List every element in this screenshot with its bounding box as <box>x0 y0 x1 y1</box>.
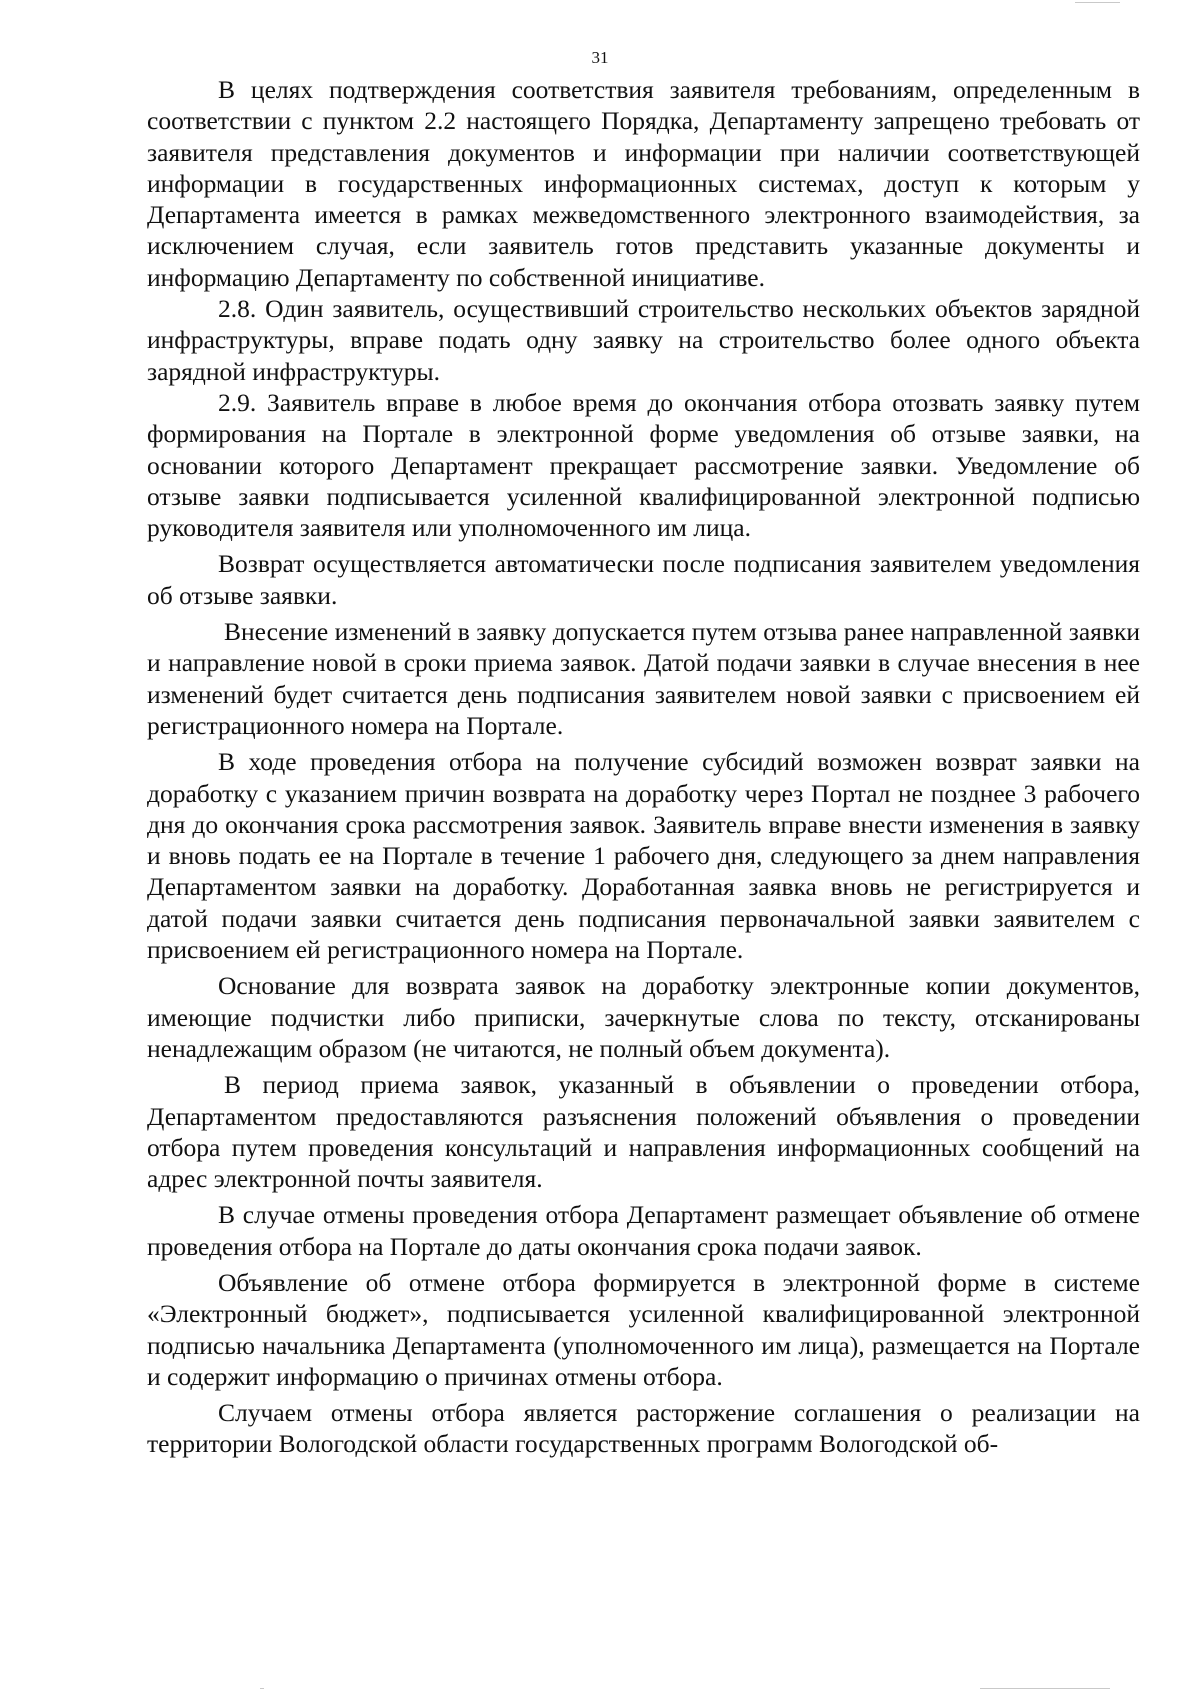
page-number: 31 <box>591 48 609 67</box>
paragraph-return-for-revision: В ходе проведения отбора на получение субсидий возможен возврат заявки на доработку с указанием причин возврата на доработку через Портал не позднее 3 рабочего дня до окончания срока рассмотрения заявок. Заявитель вправе внести изменения в заявку и вновь подать ее на Портале в течение 1 рабочего дня, следующего за днем направления Департаментом заявки на доработку. Доработанная заявка вновь не регистрируется и датой подачи заявки считается день подписания первоначальной заявки заявителем с присвоением ей регистрационного номера на Портале. <box>147 747 1140 965</box>
paragraph-cancellation-notice: В случае отмены проведения отбора Департамент размещает объявление об отмене проведения отбора на Портале до даты окончания срока подачи заявок. <box>147 1200 1140 1261</box>
paragraph-return-grounds: Основание для возврата заявок на доработку электронные копии документов, имеющие подчистки либо приписки, зачеркнутые слова по тексту, отсканированы ненадлежащим образом (не читаются, не полный объем документа). <box>147 971 1140 1063</box>
paragraph-clarifications: В период приема заявок, указанный в объявлении о проведении отбора, Департаментом предоставляются разъяснения положений объявления о проведении отбора путем проведения консультаций и направления информационных сообщений на адрес электронной почты заявителя. <box>147 1070 1140 1194</box>
paragraph-cancellation-announcement: Объявление об отмене отбора формируется в электронной форме в системе «Электронный бюджет», подписывается усиленной квалифицированной электронной подписью начальника Департамента (уполномоченного им лица), размещается на Портале и содержит информацию о причинах отмены отбора. <box>147 1267 1140 1391</box>
paragraph-automatic-return: Возврат осуществляется автоматически после подписания заявителем уведомления об отзыве заявки. <box>147 549 1140 610</box>
paragraph-cancellation-case: Случаем отмены отбора является расторжение соглашения о реализации на территории Вологодской области государственных программ Вологодской об- <box>147 1398 1140 1459</box>
paragraph-verification-requirements: В целях подтверждения соответствия заявителя требованиям, определенным в соответствии с пунктом 2.2 настоящего Порядка, Департаменту запрещено требовать от заявителя представления документов и информации при наличии соответствующей информации в государственных информационных системах, доступ к которым у Департамента имеется в рамках межведомственного электронного взаимодействия, за исключением случая, если заявитель готов представить указанные документы и информацию Департаменту по собственной инициативе. <box>147 75 1140 292</box>
scan-artifact-top-right <box>1075 2 1120 3</box>
paragraph-2-8: 2.8. Один заявитель, осуществивший строительство нескольких объектов зарядной инфраструктуры, вправе подать одну заявку на строительство более одного объекта зарядной инфраструктуры. <box>147 294 1140 386</box>
document-text-body <box>147 74 1140 1460</box>
paragraph-application-changes: Внесение изменений в заявку допускается путем отзыва ранее направленной заявки и направление новой в сроки приема заявок. Датой подачи заявки в случае внесения в нее изменений будет считается день подписания заявителем новой заявки с присвоением ей регистрационного номера на Портале. <box>147 617 1140 740</box>
scan-artifact-bottom-right <box>980 1688 1110 1689</box>
scan-artifact-bottom-left <box>260 1688 264 1689</box>
paragraph-2-9: 2.9. Заявитель вправе в любое время до окончания отбора отозвать заявку путем формирования на Портале в электронной форме уведомления об отзыве заявки, на основании которого Департамент прекращает рассмотрение заявки. Уведомление об отзыве заявки подписывается усиленной квалифицированной электронной подписью руководителя заявителя или уполномоченного им лица. <box>147 387 1140 543</box>
